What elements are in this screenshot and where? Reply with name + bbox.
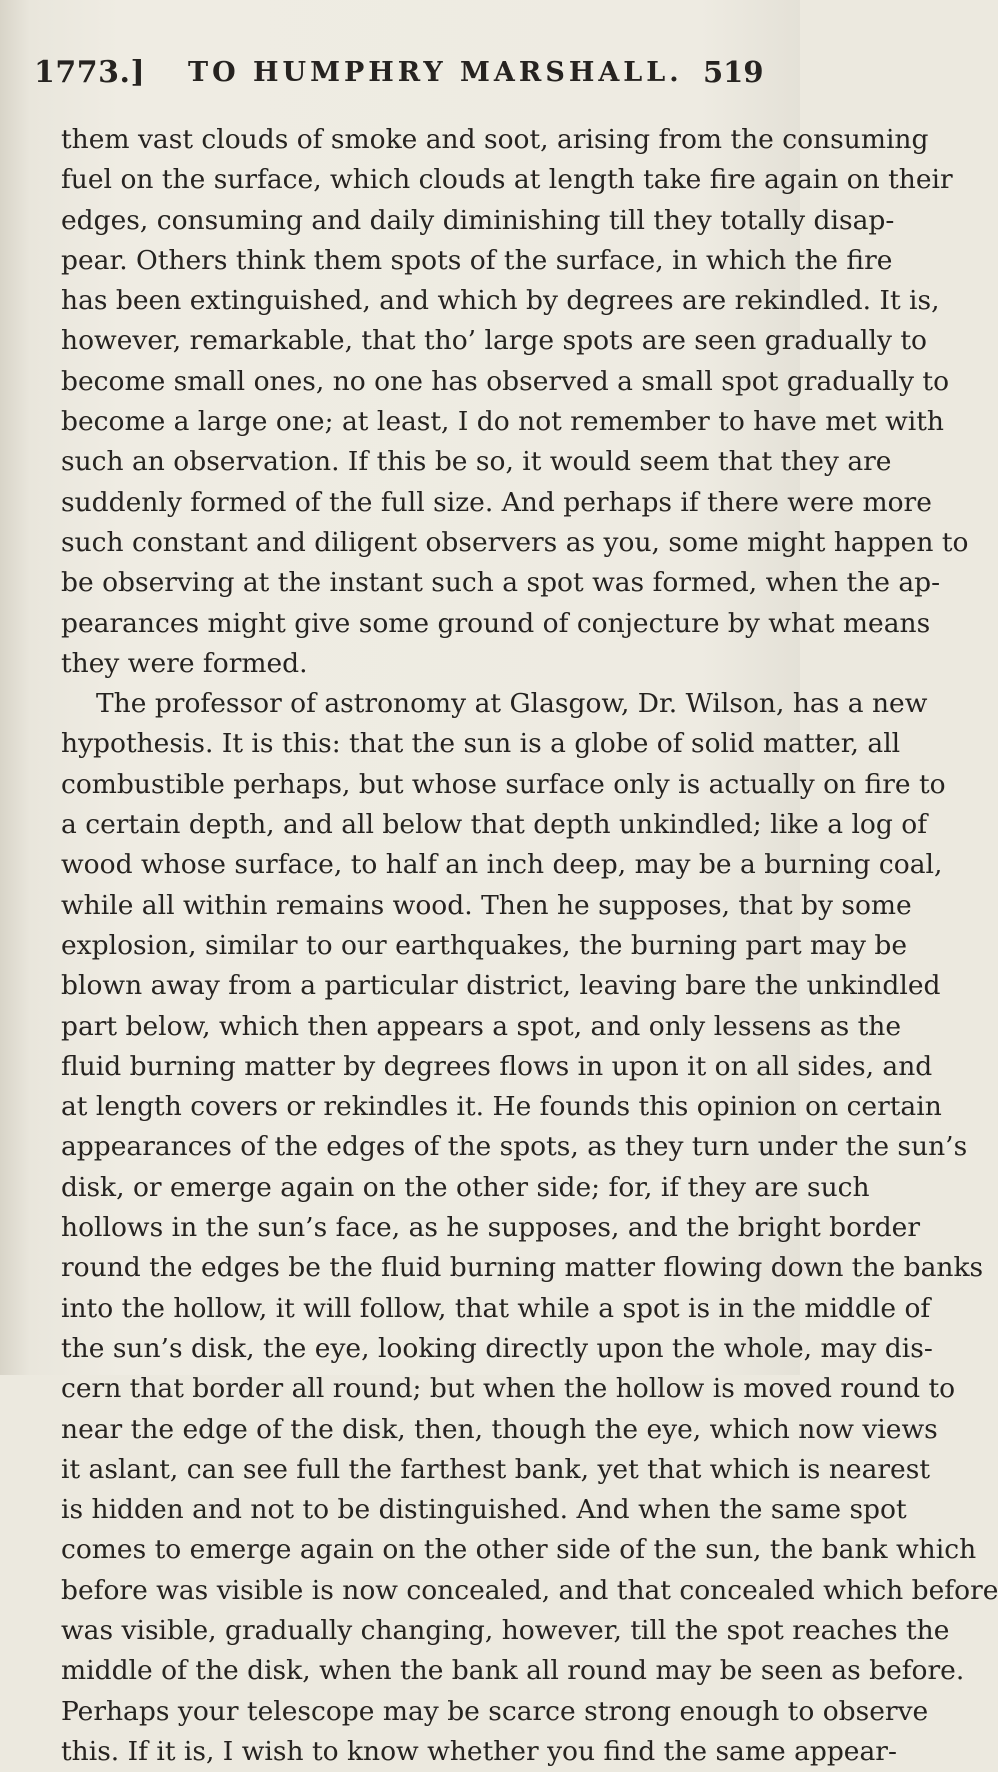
text-line: be observing at the instant such a spot was formed, when the ap- bbox=[61, 567, 941, 599]
text-line: explosion, similar to our earthquakes, the burning part may be bbox=[61, 929, 908, 961]
text-line: the sun’s disk, the eye, looking directly upon the whole, may dis- bbox=[61, 1332, 933, 1364]
text-line: before was visible is now concealed, and that concealed which before bbox=[61, 1574, 998, 1606]
text-line: has been extinguished, and which by degrees are rekindled. It is, bbox=[61, 285, 940, 317]
text-line: while all within remains wood. Then he supposes, that by some bbox=[61, 889, 912, 921]
text-line: comes to emerge again on the other side of the sun, the bank which bbox=[61, 1534, 977, 1566]
text-line: them vast clouds of smoke and soot, arising from the consuming bbox=[61, 124, 929, 155]
text-line: hypothesis. It is this: that the sun is a globe of solid matter, all bbox=[61, 728, 901, 760]
text-line: fuel on the surface, which clouds at length take fire again on their bbox=[61, 164, 953, 196]
text-line: such constant and diligent observers as you, some might happen to bbox=[61, 526, 969, 558]
text-line: combustible perhaps, but whose surface only is actually on fire to bbox=[61, 768, 946, 800]
text-line: they were formed. bbox=[61, 647, 308, 679]
text-line: middle of the disk, when the bank all round may be seen as before. bbox=[61, 1655, 965, 1687]
text-line: is hidden and not to be distinguished. And when the same spot bbox=[61, 1494, 907, 1526]
text-line: wood whose surface, to half an inch deep, may be a burning coal, bbox=[61, 849, 943, 881]
text-line: become a large one; at least, I do not remember to have met with bbox=[61, 406, 944, 438]
text-line: hollows in the sun’s face, as he supposes, and the bright border bbox=[61, 1212, 921, 1244]
text-line: however, remarkable, that tho’ large spots are seen gradually to bbox=[61, 325, 927, 357]
text-line: round the edges be the fluid burning matter flowing down the banks bbox=[61, 1252, 984, 1284]
header-year: 1773.] bbox=[34, 55, 146, 90]
text-line: cern that border all round; but when the hollow is moved round to bbox=[61, 1373, 956, 1405]
text-line: such an observation. If this be so, it would seem that they are bbox=[61, 446, 892, 478]
page-number: 519 bbox=[703, 55, 764, 89]
text-line: part below, which then appears a spot, and only lessens as the bbox=[61, 1010, 902, 1042]
text-line: disk, or emerge again on the other side; for, if they are such bbox=[61, 1171, 870, 1203]
text-line: pearances might give some ground of conjecture by what means bbox=[61, 607, 931, 639]
header-title: TO HUMPHRY MARSHALL. bbox=[188, 57, 683, 88]
text-line: a certain depth, and all below that depth unkindled; like a log of bbox=[61, 809, 928, 841]
text-line: The professor of astronomy at Glasgow, Dr. Wilson, has a new bbox=[96, 688, 928, 720]
text-line: fluid burning matter by degrees flows in upon it on all sides, and bbox=[61, 1050, 933, 1082]
text-line: it aslant, can see full the farthest bank, yet that which is nearest bbox=[61, 1453, 930, 1485]
text-line: blown away from a particular district, leaving bare the unkindled bbox=[61, 970, 941, 1002]
text-line: this. If it is, I wish to know whether you find the same appear- bbox=[61, 1735, 897, 1767]
text-line: near the edge of the disk, then, though the eye, which now views bbox=[61, 1413, 938, 1445]
text-line: appearances of the edges of the spots, as they turn under the sun’s bbox=[61, 1131, 968, 1163]
text-line: Perhaps your telescope may be scarce strong enough to observe bbox=[61, 1695, 929, 1727]
text-line: suddenly formed of the full size. And perhaps if there were more bbox=[61, 486, 932, 518]
text-line: into the hollow, it will follow, that while a spot is in the middle of bbox=[61, 1292, 931, 1324]
text-line: was visible, gradually changing, however, till the spot reaches the bbox=[61, 1614, 950, 1646]
body-text bbox=[61, 120, 998, 1772]
text-line: pear. Others think them spots of the surface, in which the fire bbox=[61, 244, 893, 276]
text-line: edges, consuming and daily diminishing till they totally disap- bbox=[61, 204, 895, 236]
text-line: become small ones, no one has observed a small spot gradually to bbox=[61, 365, 950, 397]
running-header bbox=[0, 55, 800, 95]
text-line: at length covers or rekindles it. He founds this opinion on certain bbox=[61, 1091, 942, 1123]
